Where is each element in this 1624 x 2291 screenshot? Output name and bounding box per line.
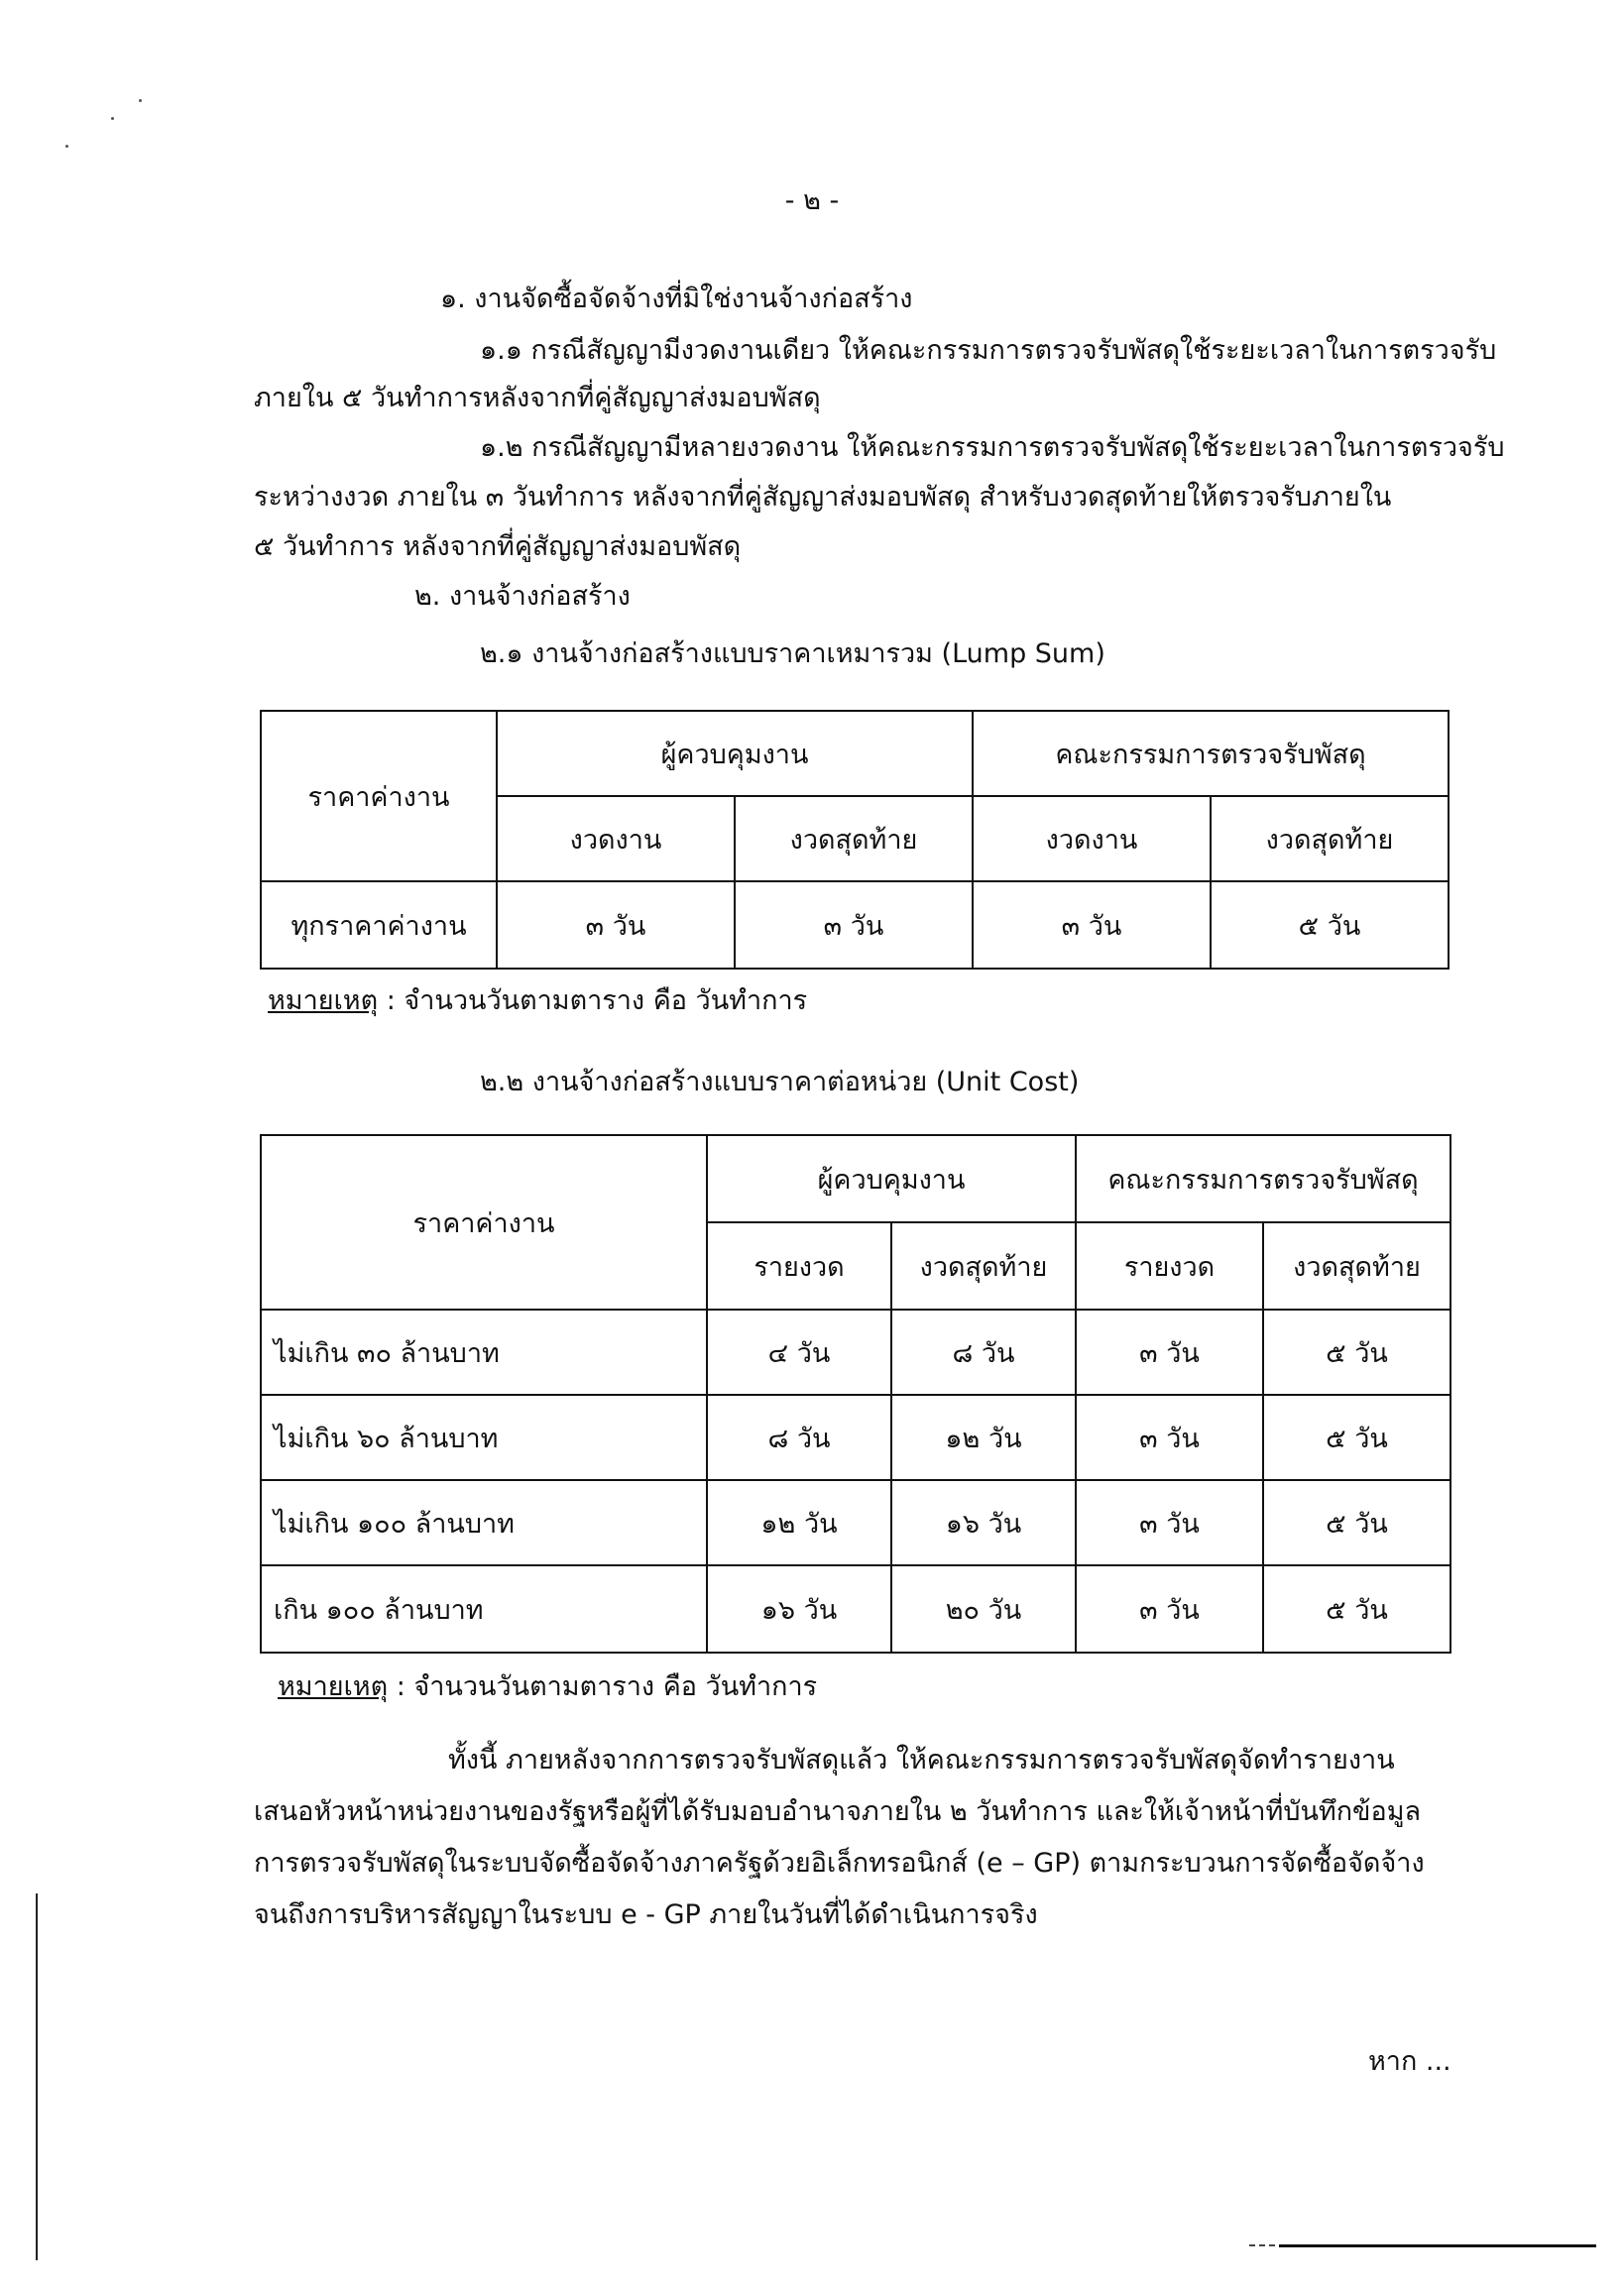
table-cell: ๑๒ วัน: [891, 1395, 1076, 1480]
table-cell: ๘ วัน: [707, 1395, 891, 1480]
unit-cost-table: [260, 1134, 1451, 1654]
sub-header: รายงวด: [1076, 1222, 1263, 1310]
sub-header: งวดสุดท้าย: [735, 796, 973, 881]
note-label: หมายเหตุ: [278, 1671, 389, 1702]
note-text: : จำนวนวันตามตาราง คือ วันทำการ: [388, 1671, 818, 1702]
closing-line2: เสนอหัวหน้าหน่วยงานของรัฐหรือผู้ที่ได้รับมอบอำนาจภายใน ๒ วันทำการ และให้เจ้าหน้าที่บันทึกข้อมูล: [254, 1796, 1422, 1827]
price-header: ราคาค่างาน: [261, 1135, 707, 1310]
supervisor-group-header: ผู้ควบคุมงาน: [707, 1135, 1076, 1222]
note-2: [278, 1667, 817, 1707]
sub-header: งวดงาน: [973, 796, 1211, 881]
scan-speck: [139, 99, 142, 102]
price-header: ราคาค่างาน: [261, 711, 497, 881]
table-cell: ๑๒ วัน: [707, 1480, 891, 1565]
table-cell: ๒๐ วัน: [891, 1565, 1076, 1653]
sub-2-2-title: ๒.๒ งานจ้างก่อสร้างแบบราคาต่อหน่วย (Unit Cost): [480, 1067, 1080, 1097]
table-cell: ๕ วัน: [1263, 1310, 1450, 1395]
scan-margin-line: [36, 1893, 38, 2260]
sub-2-1-title: ๒.๑ งานจ้างก่อสร้างแบบราคาเหมารวม (Lump Sum): [480, 638, 1105, 669]
table-cell: ๓ วัน: [1076, 1480, 1263, 1565]
table-row: [261, 1395, 1450, 1480]
table-cell: ๑๖ วัน: [891, 1480, 1076, 1565]
table-cell: ๑๖ วัน: [707, 1565, 891, 1653]
sub-header: งวดงาน: [497, 796, 735, 881]
item-1-1-line2: ภายใน ๕ วันทำการหลังจากที่คู่สัญญาส่งมอบพัสดุ: [254, 383, 821, 413]
table-cell: ๓ วัน: [735, 881, 973, 969]
closing-line4: จนถึงการบริหารสัญญาในระบบ e - GP ภายในวันที่ได้ดำเนินการจริง: [254, 1899, 1038, 1930]
table-row: [261, 1480, 1450, 1565]
page-number: - ๒ -: [784, 185, 840, 216]
table-row: [261, 1310, 1450, 1395]
section2-heading: ๒. งานจ้างก่อสร้าง: [414, 581, 631, 612]
note-1: [268, 981, 807, 1021]
table-row: [261, 881, 1449, 969]
sub-header: งวดสุดท้าย: [891, 1222, 1076, 1310]
table-cell: ๘ วัน: [891, 1310, 1076, 1395]
row-label: ทุกราคาค่างาน: [261, 881, 497, 969]
committee-group-header: คณะกรรมการตรวจรับพัสดุ: [973, 711, 1449, 796]
table-cell: ๔ วัน: [707, 1310, 891, 1395]
closing-line3: การตรวจรับพัสดุในระบบจัดซื้อจัดจ้างภาครัฐด้วยอิเล็กทรอนิกส์ (e – GP) ตามกระบวนการจัดซื้อจัดจ้าง: [254, 1848, 1425, 1879]
scan-speck: [111, 117, 114, 120]
item-1-2-line1: ๑.๒ กรณีสัญญามีหลายงวดงาน ให้คณะกรรมการตรวจรับพัสดุใช้ระยะเวลาในการตรวจรับ: [480, 432, 1505, 463]
closing-line1: ทั้งนี้ ภายหลังจากการตรวจรับพัสดุแล้ว ให้คณะกรรมการตรวจรับพัสดุจัดทำรายงาน: [448, 1745, 1395, 1776]
row-label: ไม่เกิน ๖๐ ล้านบาท: [261, 1395, 707, 1480]
row-label: ไม่เกิน ๓๐ ล้านบาท: [261, 1310, 707, 1395]
table-cell: ๓ วัน: [497, 881, 735, 969]
footer-dash: [1249, 2244, 1275, 2248]
table-cell: ๓ วัน: [973, 881, 1211, 969]
lump-sum-table: [260, 710, 1450, 970]
sub-header: รายงวด: [707, 1222, 891, 1310]
item-1-2-line3: ๕ วันทำการ หลังจากที่คู่สัญญาส่งมอบพัสดุ: [254, 531, 742, 562]
table-row: [261, 1565, 1450, 1653]
supervisor-group-header: ผู้ควบคุมงาน: [497, 711, 973, 796]
scan-speck: [65, 145, 68, 148]
table-cell: ๓ วัน: [1076, 1565, 1263, 1653]
row-label: เกิน ๑๐๐ ล้านบาท: [261, 1565, 707, 1653]
continuation-text: หาก ...: [1368, 2046, 1451, 2077]
note-label: หมายเหตุ: [268, 985, 379, 1016]
item-1-1-line1: ๑.๑ กรณีสัญญามีงวดงานเดียว ให้คณะกรรมการตรวจรับพัสดุใช้ระยะเวลาในการตรวจรับ: [480, 335, 1497, 366]
sub-header: งวดสุดท้าย: [1263, 1222, 1450, 1310]
committee-group-header: คณะกรรมการตรวจรับพัสดุ: [1076, 1135, 1450, 1222]
section1-heading: ๑. งานจัดซื้อจัดจ้างที่มิใช่งานจ้างก่อสร้าง: [440, 284, 913, 314]
row-label: ไม่เกิน ๑๐๐ ล้านบาท: [261, 1480, 707, 1565]
sub-header: งวดสุดท้าย: [1211, 796, 1449, 881]
note-text: : จำนวนวันตามตาราง คือ วันทำการ: [378, 985, 808, 1016]
table-cell: ๕ วัน: [1211, 881, 1449, 969]
table-cell: ๕ วัน: [1263, 1480, 1450, 1565]
footer-rule: [1279, 2244, 1596, 2247]
table-cell: ๕ วัน: [1263, 1565, 1450, 1653]
item-1-2-line2: ระหว่างงวด ภายใน ๓ วันทำการ หลังจากที่คู่สัญญาส่งมอบพัสดุ สำหรับงวดสุดท้ายให้ตรวจรับภายใน: [254, 482, 1392, 513]
table-cell: ๕ วัน: [1263, 1395, 1450, 1480]
table-cell: ๓ วัน: [1076, 1310, 1263, 1395]
table-cell: ๓ วัน: [1076, 1395, 1263, 1480]
